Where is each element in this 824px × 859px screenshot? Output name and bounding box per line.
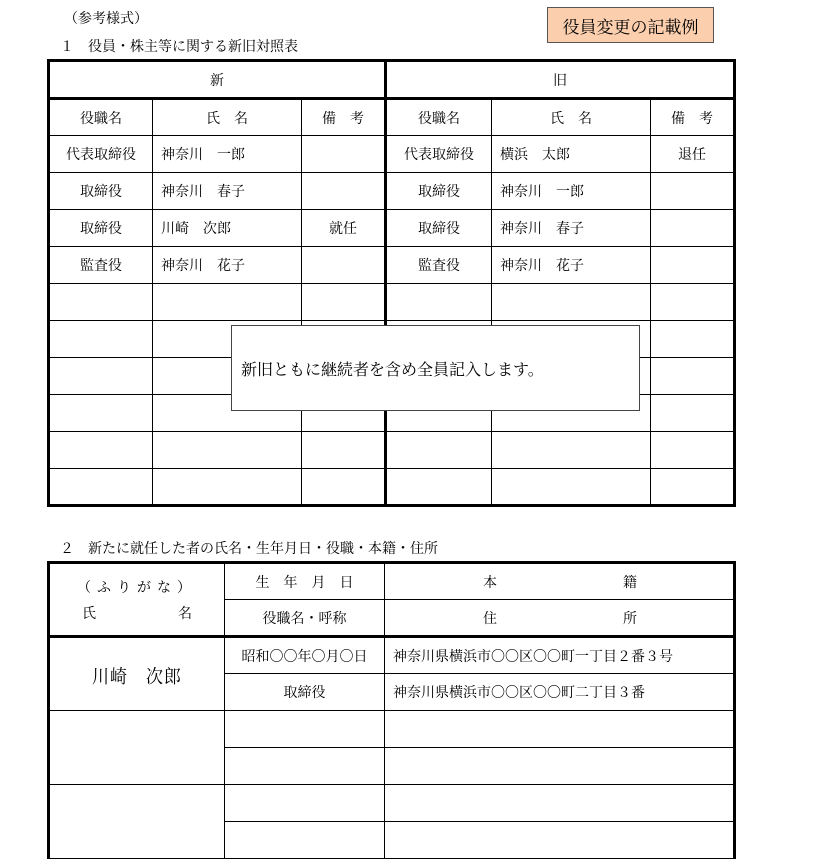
new-role <box>49 321 153 358</box>
old-name: 横浜 太郎 <box>492 136 651 173</box>
old-col-name: 氏 名 <box>492 99 651 136</box>
table-row <box>49 711 735 748</box>
officer-domicile <box>385 711 735 748</box>
new-name <box>153 432 302 469</box>
new-note <box>302 284 386 321</box>
new-name: 神奈川 一郎 <box>153 136 302 173</box>
old-name: 神奈川 花子 <box>492 247 651 284</box>
officer-birth <box>225 711 385 748</box>
table-row <box>49 173 735 210</box>
note-callout: 新旧ともに継続者を含め全員記入します。 <box>231 325 640 411</box>
table-row <box>49 432 735 469</box>
table-row <box>49 247 735 284</box>
old-name <box>492 284 651 321</box>
old-role: 取締役 <box>386 210 492 247</box>
sample-format-label: （参考様式） <box>64 11 148 27</box>
old-col-note: 備 考 <box>651 99 735 136</box>
new-note <box>302 247 386 284</box>
new-role <box>49 395 153 432</box>
old-note <box>651 321 735 358</box>
officer-birth <box>225 785 385 822</box>
domicile-label-1: 本 <box>483 574 497 591</box>
old-name: 神奈川 一郎 <box>492 173 651 210</box>
old-note <box>651 284 735 321</box>
section1-title: １ 役員・株主等に関する新旧対照表 <box>60 39 298 55</box>
old-role <box>386 432 492 469</box>
comparison-table <box>47 59 736 507</box>
new-role: 取締役 <box>49 210 153 247</box>
new-col-note: 備 考 <box>302 99 386 136</box>
new-role <box>49 432 153 469</box>
old-name: 神奈川 春子 <box>492 210 651 247</box>
name-label-1: 氏 <box>82 605 96 622</box>
new-col-role: 役職名 <box>49 99 153 136</box>
old-note <box>651 247 735 284</box>
name-label-2: 名 <box>178 605 192 622</box>
new-note: 就任 <box>302 210 386 247</box>
name-header <box>49 563 225 637</box>
domicile-header <box>385 563 735 600</box>
old-note <box>651 395 735 432</box>
new-role <box>49 284 153 321</box>
old-role: 取締役 <box>386 173 492 210</box>
officer-name <box>49 637 225 711</box>
new-role: 監査役 <box>49 247 153 284</box>
new-role: 代表取締役 <box>49 136 153 173</box>
officer-name <box>49 785 225 859</box>
old-role <box>386 284 492 321</box>
old-name <box>492 432 651 469</box>
new-header: 新 <box>49 61 386 99</box>
table-row <box>49 284 735 321</box>
officer-name <box>49 711 225 785</box>
officer-role: 取締役 <box>225 674 385 711</box>
new-officer-table <box>47 561 736 859</box>
officer-birth: 昭和〇〇年〇月〇日 <box>225 637 385 674</box>
old-note <box>651 210 735 247</box>
new-role <box>49 469 153 506</box>
officer-address: 神奈川県横浜市〇〇区〇〇町二丁目３番 <box>385 674 735 711</box>
new-note <box>302 432 386 469</box>
table-row <box>49 637 735 674</box>
old-name <box>492 469 651 506</box>
new-role <box>49 358 153 395</box>
example-badge: 役員変更の記載例 <box>547 7 714 43</box>
new-name: 神奈川 春子 <box>153 173 302 210</box>
new-note <box>302 173 386 210</box>
address-label-2: 所 <box>623 610 637 627</box>
officer-domicile: 神奈川県横浜市〇〇区〇〇町一丁目２番３号 <box>385 637 735 674</box>
old-note <box>651 432 735 469</box>
new-note <box>302 136 386 173</box>
table-row <box>49 210 735 247</box>
section2-title: ２ 新たに就任した者の氏名・生年月日・役職・本籍・住所 <box>60 541 438 557</box>
new-name <box>153 284 302 321</box>
new-name: 川崎 次郎 <box>153 210 302 247</box>
officer-address <box>385 748 735 785</box>
old-note <box>651 358 735 395</box>
new-name <box>153 469 302 506</box>
table-row <box>49 785 735 822</box>
address-label-1: 住 <box>483 610 497 627</box>
role-header: 役職名・呼称 <box>225 600 385 637</box>
old-header: 旧 <box>386 61 735 99</box>
officer-name-text: 川崎 次郎 <box>92 665 182 688</box>
officer-role <box>225 748 385 785</box>
old-note <box>651 469 735 506</box>
old-col-role: 役職名 <box>386 99 492 136</box>
old-note: 退任 <box>651 136 735 173</box>
birth-header: 生 年 月 日 <box>225 563 385 600</box>
officer-domicile <box>385 785 735 822</box>
new-role: 取締役 <box>49 173 153 210</box>
old-role <box>386 469 492 506</box>
old-role: 代表取締役 <box>386 136 492 173</box>
new-note <box>302 469 386 506</box>
table-row <box>49 136 735 173</box>
old-note <box>651 173 735 210</box>
new-col-name: 氏 名 <box>153 99 302 136</box>
old-role: 監査役 <box>386 247 492 284</box>
new-name: 神奈川 花子 <box>153 247 302 284</box>
domicile-label-2: 籍 <box>623 574 637 591</box>
furigana-label: （ふりがな） <box>77 579 197 596</box>
address-header <box>385 600 735 637</box>
table-row <box>49 469 735 506</box>
